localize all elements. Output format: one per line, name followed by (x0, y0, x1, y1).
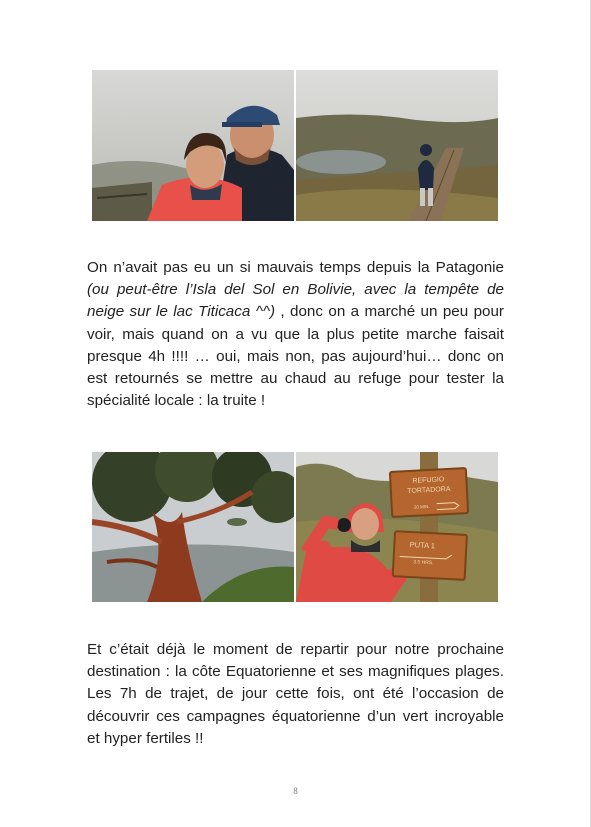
paragraph-refuge-rest: , donc on a marché un peu pour voir, mais quand on a vu que la plus petite marche faisait presque 4h !!!! … oui, mais non, pas aujourd’hui… donc on est retournés se mettre au chaud au refuge pour tester la spécialité locale : la truite ! (87, 303, 504, 410)
paragraph-departure: Et c’était déjà le moment de repartir pour notre prochaine destination : la côte Equatorienne et ses magnifiques plages. Les 7h de trajet, de jour cette fois, ont été l’occasion de découvrir ces campagnes équatorienne d’un vert incroyable et hyper fertiles !! (87, 641, 504, 747)
photo-hiker-boardwalk (296, 70, 498, 221)
photo-trail-sign (296, 452, 498, 602)
sign-upper-line3: 20 MIN. (413, 503, 430, 510)
paragraph-refuge-intro: On n’avait pas eu un si mauvais temps depuis la Patagonie (87, 259, 504, 276)
sign-lower-line2: 3.5 HRS. (413, 559, 434, 567)
page-number: 8 (293, 786, 298, 796)
photo-twisted-trees (92, 452, 294, 602)
paragraph-refuge (87, 257, 504, 412)
sign-upper-line1: REFUGIO (412, 476, 445, 485)
paragraph-refuge-aside: (ou peut-être l’Isla del Sol en Bolivie, avec la tempête de neige sur le lac Titicaca ^^) (87, 281, 504, 321)
photo-selfie-fog (92, 70, 294, 221)
sign-upper-line2: TORTADORA (407, 485, 451, 496)
sign-lower-line1: PUTA 1 (409, 539, 436, 551)
